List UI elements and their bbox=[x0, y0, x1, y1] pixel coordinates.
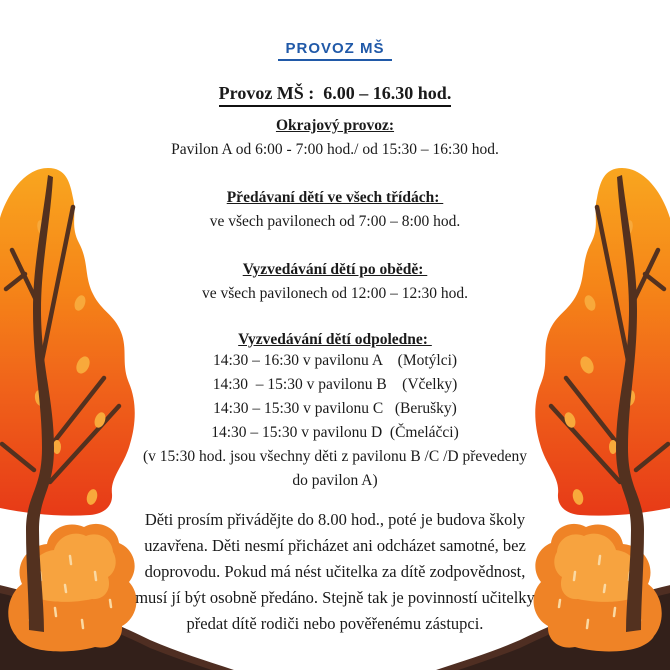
schedule-line-pavilon-b: 14:30 – 15:30 v pavilonu B (Včelky) bbox=[212, 376, 458, 393]
section-title-predavani-deti: Předávaní dětí ve všech třídách: bbox=[226, 189, 444, 206]
notice-line: musí jí být osobně předáno. Stejně tak je povinností učitelky bbox=[135, 588, 535, 607]
schedule-line-pavilon-d: 14:30 – 15:30 v pavilonu D (Čmeláčci) bbox=[211, 424, 459, 441]
section-title-okrajovy-provoz: Okrajový provoz: bbox=[275, 117, 395, 134]
parents-notice-paragraph bbox=[0, 507, 670, 637]
hours-subtitle-text: Provoz MŠ : 6.00 – 16.30 hod. bbox=[219, 83, 452, 107]
section-title-vyzvedavani-odpoledne: Vyzvedávání dětí odpoledne: bbox=[238, 331, 432, 348]
notice-line: předat dítě rodiči nebo pověřenému zástupci. bbox=[186, 614, 484, 633]
page-title bbox=[0, 40, 670, 61]
notice-line: Děti prosím přivádějte do 8.00 hod., poté je budova školy bbox=[144, 510, 526, 529]
section-line: ve všech pavilonech od 12:00 – 12:30 hod. bbox=[201, 285, 469, 302]
hours-subtitle bbox=[0, 83, 670, 107]
schedule-note-line: do pavilon A) bbox=[292, 472, 378, 489]
section-line: ve všech pavilonech od 7:00 – 8:00 hod. bbox=[209, 213, 461, 230]
notice-line: doprovodu. Pokud má nést učitelka za dítě zodpovědnost, bbox=[144, 562, 526, 581]
section-title-vyzvedavani-po-obede: Vyzvedávání dětí po obědě: bbox=[242, 261, 428, 278]
schedule-note-line: (v 15:30 hod. jsou všechny děti z pavilonu B /C /D převedeny bbox=[143, 448, 527, 465]
afternoon-pickup-schedule bbox=[0, 349, 670, 493]
schedule-line-pavilon-c: 14:30 – 15:30 v pavilonu C (Berušky) bbox=[213, 400, 457, 417]
notice-line: uzavřena. Děti nesmí přicházet ani odcházet samotné, bez bbox=[144, 536, 526, 555]
page-title-text: PROVOZ MŠ bbox=[278, 40, 391, 61]
section-line: Pavilon A od 6:00 - 7:00 hod./ od 15:30 – 16:30 hod. bbox=[171, 141, 499, 158]
schedule-line-pavilon-a: 14:30 – 16:30 v pavilonu A (Motýlci) bbox=[212, 352, 458, 369]
